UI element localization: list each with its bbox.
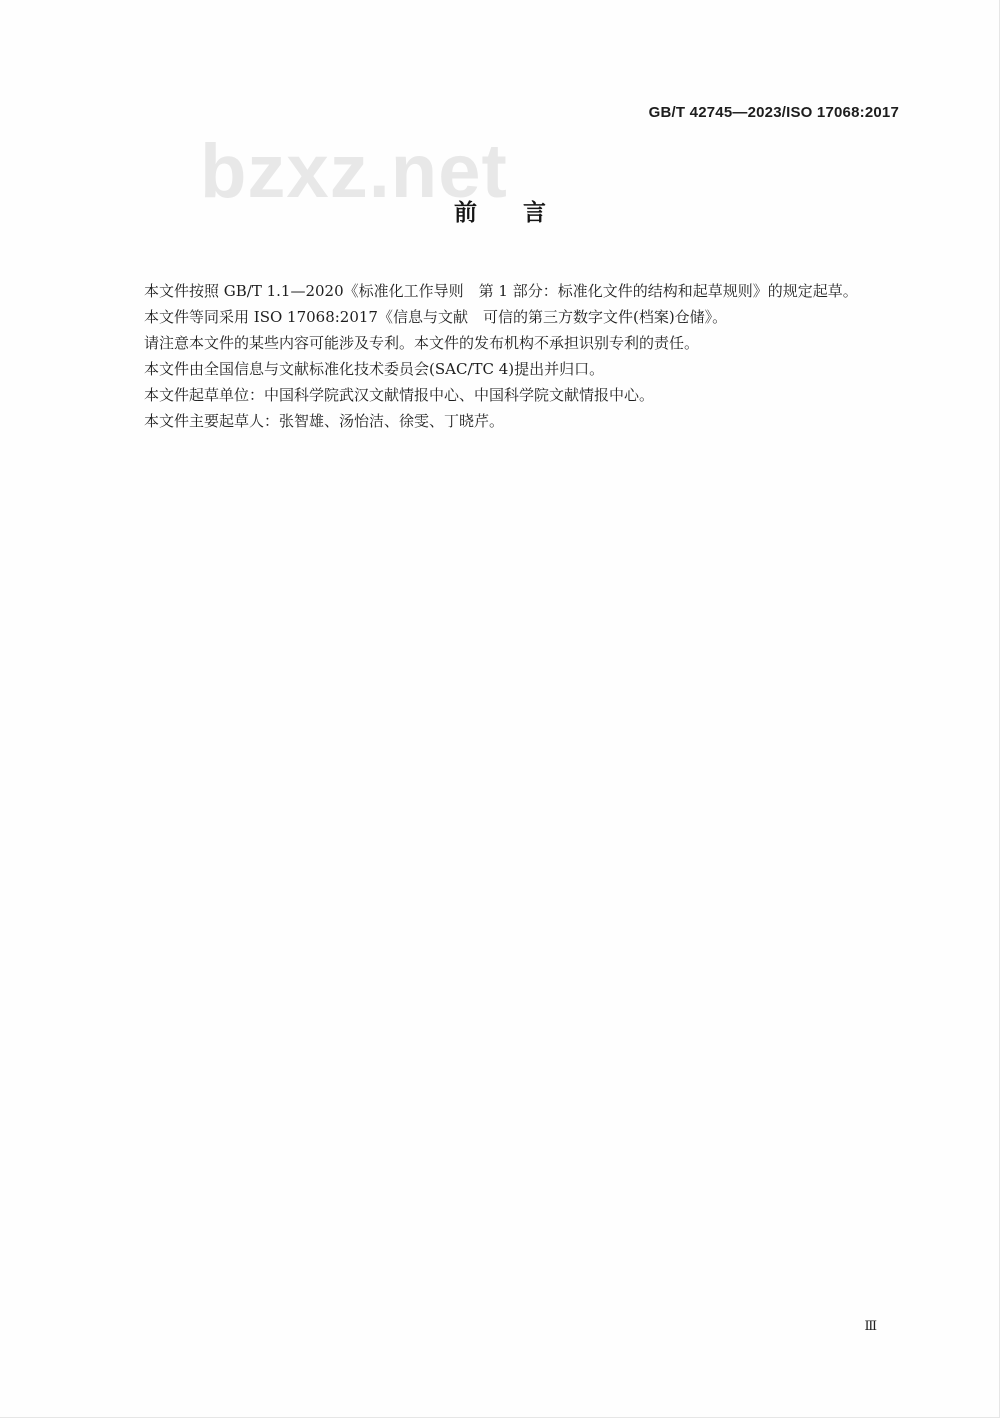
page-number: Ⅲ [864,1318,877,1333]
paragraph-adoption: 本文件等同采用 ISO 17068:2017《信息与文献 可信的第三方数字文件(档案)仓储》。 [144,308,728,326]
paragraph-drafters: 本文件主要起草人：张智雄、汤怡洁、徐雯、丁晓芹。 [144,412,505,430]
paragraph-patent-notice: 请注意本文件的某些内容可能涉及专利。本文件的发布机构不承担识别专利的责任。 [144,334,700,352]
page-title: 前言 [454,200,592,226]
paragraph-drafting-rules: 本文件按照 GB/T 1.1—2020《标准化工作导则 第 1 部分：标准化文件的结构和起草规则》的规定起草。 [144,282,858,300]
paragraph-drafting-units: 本文件起草单位：中国科学院武汉文献情报中心、中国科学院文献情报中心。 [144,386,655,404]
standard-number: GB/T 42745—2023/ISO 17068:2017 [648,104,899,121]
watermark: bzxz.net [200,129,508,214]
foreword-body [110,278,900,434]
paragraph-committee: 本文件由全国信息与文献标准化技术委员会(SAC/TC 4)提出并归口。 [144,360,605,378]
